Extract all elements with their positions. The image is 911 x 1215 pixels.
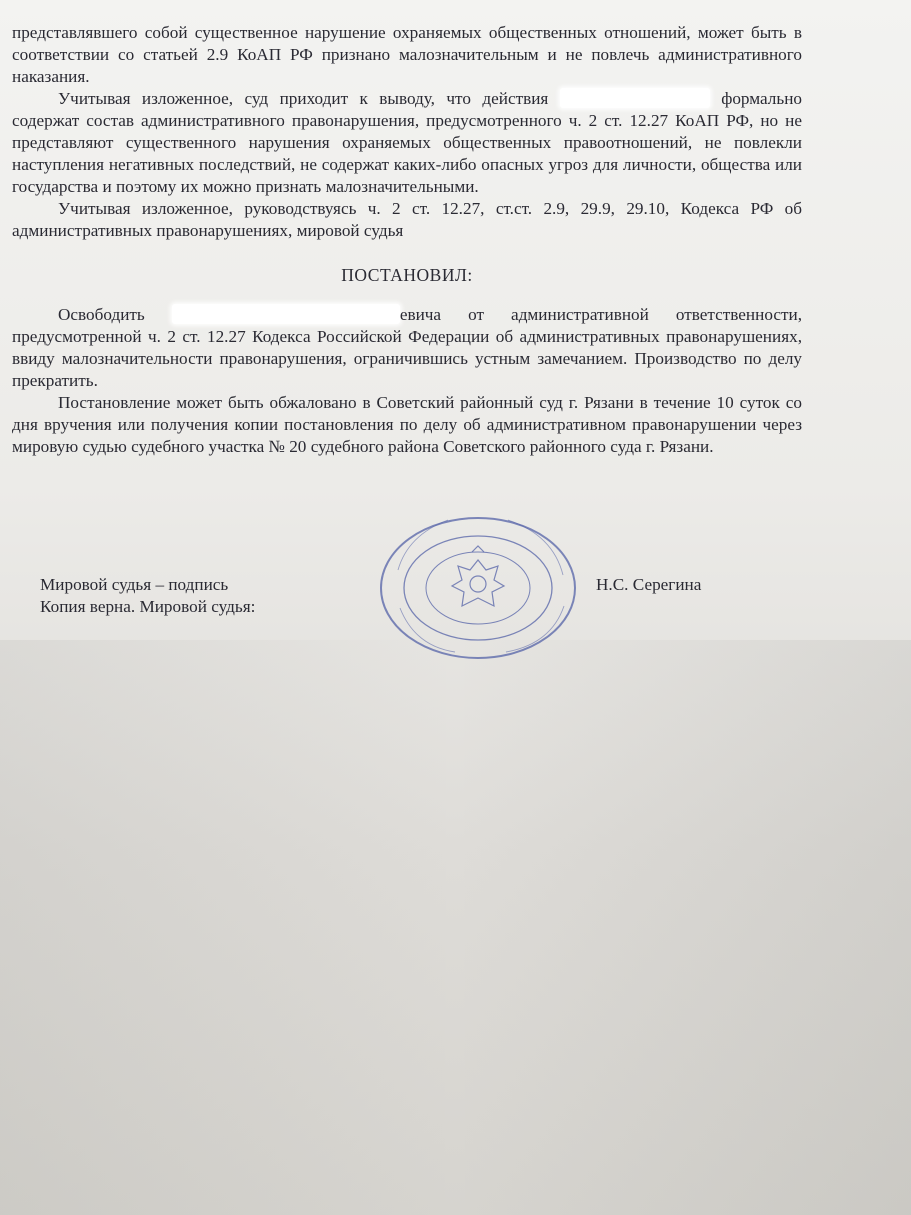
- signature-line-2: Копия верна. Мировой судья:: [40, 597, 256, 616]
- seal-rings: [381, 518, 575, 658]
- paragraph-4-start: Освободить: [58, 305, 145, 324]
- redacted-name-1: [560, 88, 710, 108]
- paragraph-2: [12, 88, 802, 198]
- paragraph-2-end: формально содержат состав административного правонарушения, предусмотренного ч. 2 ст. 12.27 КоАП РФ, но не представляют существенного нарушения охраняемых общественных правоотношений, не повлекли наступления негативных последствий, не содержат каких-либо опасных угроз для личности, общества или государства и поэтому их можно признать малозначительными.: [12, 89, 802, 196]
- paragraph-2-start: Учитывая изложенное, суд приходит к выводу, что действия: [58, 89, 549, 108]
- paragraph-3: Учитывая изложенное, руководствуясь ч. 2 ст. 12.27, ст.ст. 2.9, 29.9, 29.10, Кодекса РФ об административных правонарушениях, мировой судья: [12, 199, 802, 240]
- page-shadow: [0, 640, 911, 1215]
- paragraph-4: [12, 304, 802, 392]
- document-body: [12, 22, 802, 458]
- paragraph-4-end: евича от административной ответственности, предусмотренной ч. 2 ст. 12.27 Кодекса Российской Федерации об административных правонарушениях, ввиду малозначительности правонарушения, ограничившись устным замечанием. Производство по делу прекратить.: [12, 305, 802, 390]
- paragraph-1: представлявшего собой существенное нарушение охраняемых общественных отношений, может быть в соответствии со статьей 2.9 КоАП РФ признано малозначительным и не повлечь административного наказания.: [12, 23, 802, 86]
- paragraph-5: Постановление может быть обжаловано в Советский районный суд г. Рязани в течение 10 суток со дня вручения или получения копии постановления по делу об административном правонарушении через мировую судью судебного участка № 20 судебного района Советского районного суда г. Рязани.: [12, 393, 802, 456]
- ruling-heading: ПОСТАНОВИЛ:: [341, 265, 473, 285]
- court-seal-stamp: [378, 510, 578, 660]
- redacted-name-2: [172, 304, 400, 324]
- seal-ring-text-marks: [398, 520, 564, 652]
- signature-line-1: Мировой судья – подпись: [40, 575, 229, 594]
- seal-emblem-icon: [452, 546, 504, 606]
- judge-name: Н.С. Серегина: [596, 575, 702, 594]
